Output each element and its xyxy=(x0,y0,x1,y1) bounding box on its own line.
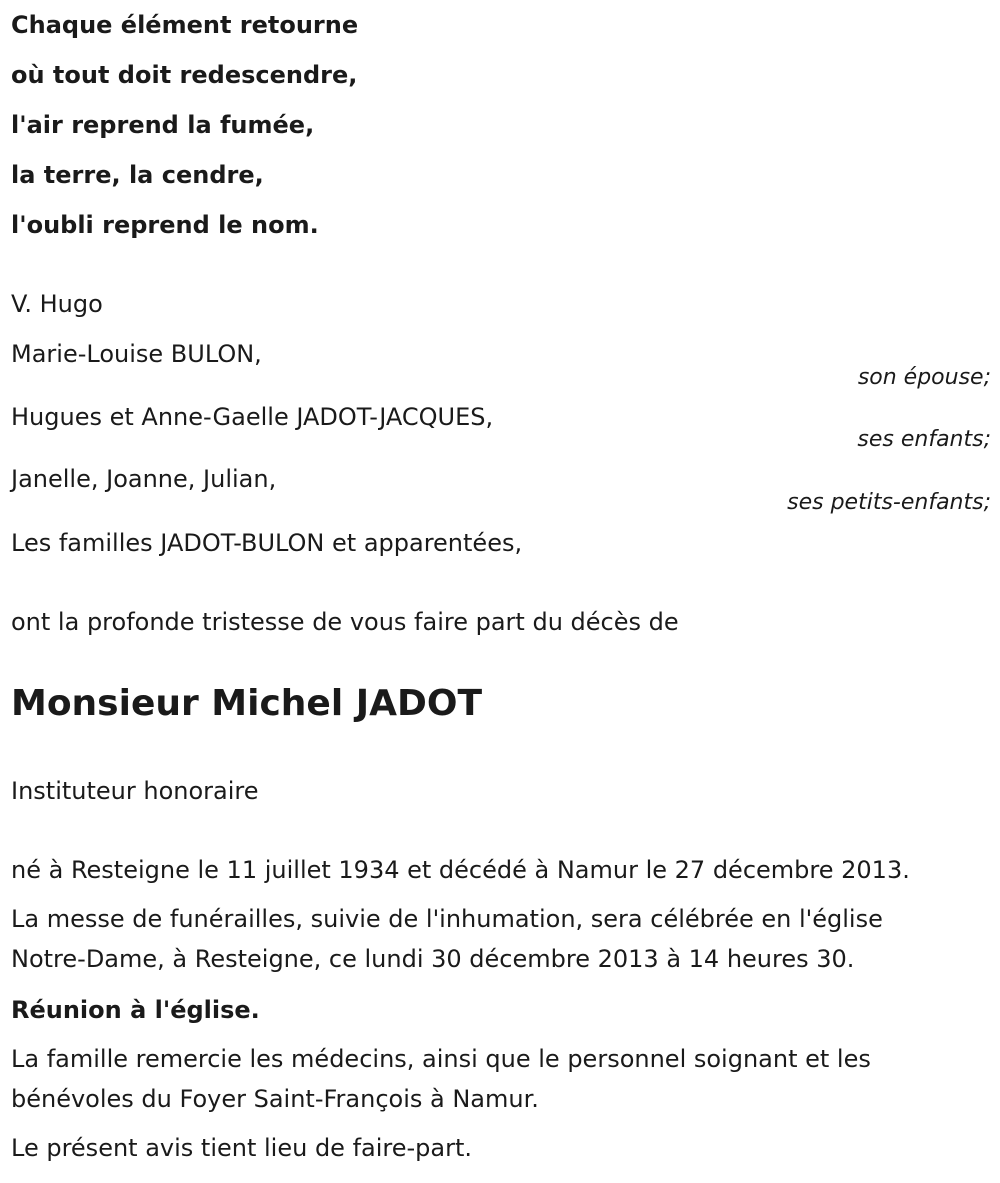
family-member-children: Hugues et Anne-Gaelle JADOT-JACQUES, xyxy=(11,403,494,431)
deceased-title: Instituteur honoraire xyxy=(11,777,259,805)
family-member-spouse: Marie-Louise BULON, xyxy=(11,340,262,368)
announcement-text: ont la profonde tristesse de vous faire part du décès de xyxy=(11,608,679,636)
meeting-text: Réunion à l'église. xyxy=(11,996,260,1024)
family-member-relatives: Les familles JADOT-BULON et apparentées, xyxy=(11,529,523,557)
thanks-text-line2: bénévoles du Foyer Saint-François à Namur. xyxy=(11,1085,539,1113)
birth-death-text: né à Resteigne le 11 juillet 1934 et décédé à Namur le 27 décembre 2013. xyxy=(11,856,910,884)
poem-line: l'oubli reprend le nom. xyxy=(11,211,319,239)
poem-line: où tout doit redescendre, xyxy=(11,61,358,89)
poem-line: l'air reprend la fumée, xyxy=(11,111,315,139)
poem-line: la terre, la cendre, xyxy=(11,161,264,189)
family-role-spouse: son épouse; xyxy=(857,365,991,390)
funeral-text-line2: Notre-Dame, à Resteigne, ce lundi 30 décembre 2013 à 14 heures 30. xyxy=(11,945,855,973)
deceased-name: Monsieur Michel JADOT xyxy=(11,683,483,724)
poem-author: V. Hugo xyxy=(11,290,103,318)
thanks-text-line1: La famille remercie les médecins, ainsi que le personnel soignant et les xyxy=(11,1045,871,1073)
notice-text: Le présent avis tient lieu de faire-part. xyxy=(11,1134,473,1162)
poem xyxy=(11,8,711,258)
family-role-children: ses enfants; xyxy=(857,427,991,452)
funeral-text-line1: La messe de funérailles, suivie de l'inhumation, sera célébrée en l'église xyxy=(11,905,883,933)
poem-line: Chaque élément retourne xyxy=(11,11,359,39)
family-role-grandchildren: ses petits-enfants; xyxy=(787,490,991,515)
family-member-grandchildren: Janelle, Joanne, Julian, xyxy=(11,465,277,493)
